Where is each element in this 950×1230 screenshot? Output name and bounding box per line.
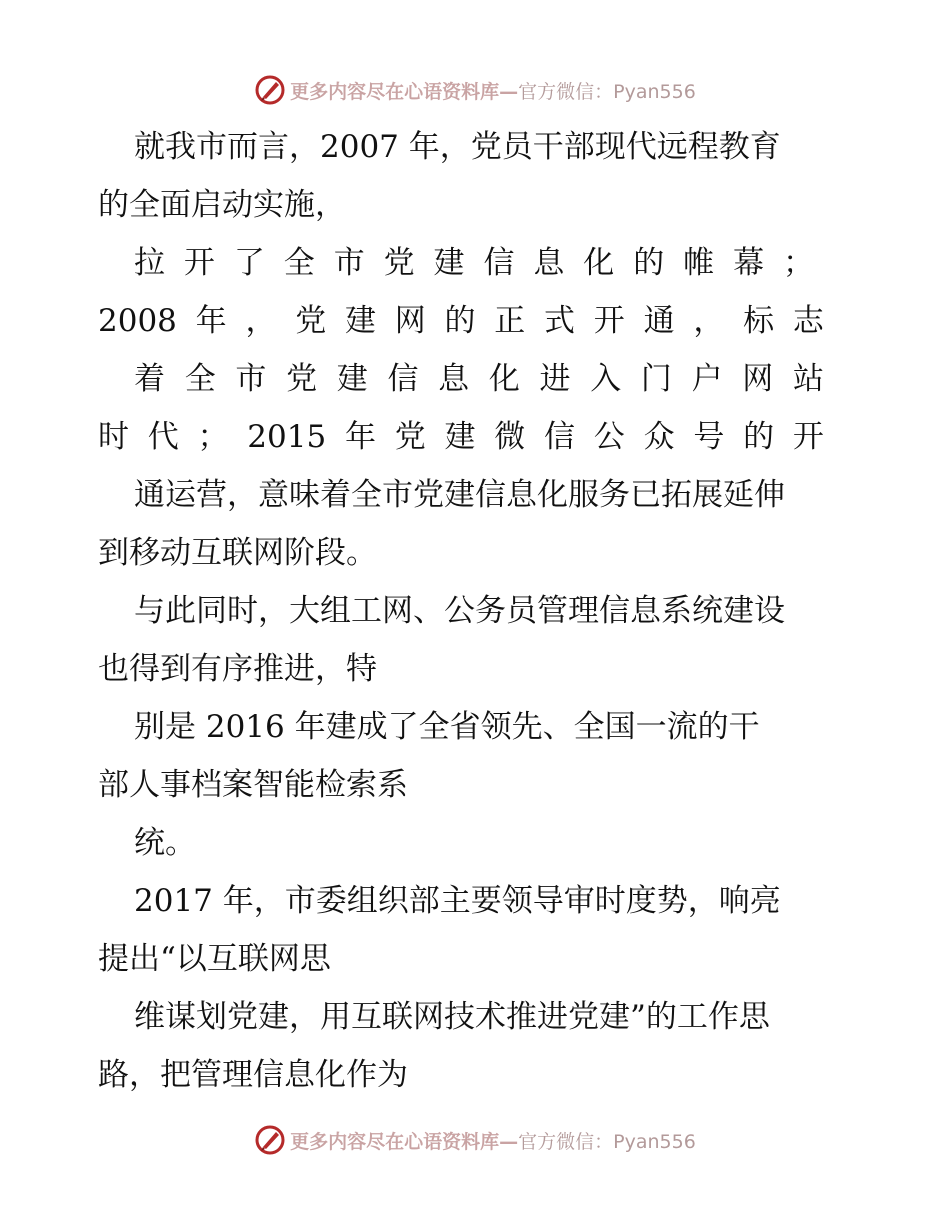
text-line-11: 别是 2016 年建成了全省领先、全国一流的干 xyxy=(134,709,760,745)
header-banner xyxy=(0,72,950,108)
pen-logo-icon xyxy=(254,74,286,106)
text-line-4: 2008 年 ， 党 建 网 的 正 式 开 通 ， 标 志 xyxy=(98,303,824,339)
text-line-12: 部人事档案智能检索系 xyxy=(98,767,408,803)
footer-banner xyxy=(0,1122,950,1158)
text-line-9: 与此同时，大组工网、公务员管理信息系统建设 xyxy=(134,593,785,629)
text-line-2: 的全面启动实施， xyxy=(98,187,346,223)
pen-logo-icon xyxy=(254,1124,286,1156)
header-wechat-contact: 官方微信：Pyan556 xyxy=(518,80,696,103)
text-line-15: 提出“以互联网思 xyxy=(98,941,331,977)
header-banner-text: 更多内容尽在心语资料库— xyxy=(290,80,519,103)
text-line-16: 维谋划党建，用互联网技术推进党建”的工作思 xyxy=(134,999,770,1035)
text-line-7: 通运营，意味着全市党建信息化服务已拓展延伸 xyxy=(134,477,785,513)
footer-banner-text: 更多内容尽在心语资料库— xyxy=(290,1130,519,1153)
text-line-5: 着 全 市 党 建 信 息 化 进 入 门 户 网 站 xyxy=(134,361,824,397)
text-line-6: 时 代 ； 2015 年 党 建 微 信 公 众 号 的 开 xyxy=(98,419,824,455)
text-line-17: 路，把管理信息化作为 xyxy=(98,1057,408,1093)
text-line-10: 也得到有序推进，特 xyxy=(98,651,377,687)
text-line-13: 统。 xyxy=(134,825,196,861)
text-line-14: 2017 年，市委组织部主要领导审时度势，响亮 xyxy=(134,883,781,919)
text-line-1: 就我市而言，2007 年，党员干部现代远程教育 xyxy=(134,129,781,165)
text-line-8: 到移动互联网阶段。 xyxy=(98,535,377,571)
text-line-3: 拉 开 了 全 市 党 建 信 息 化 的 帷 幕 ； xyxy=(134,245,814,281)
footer-wechat-contact: 官方微信：Pyan556 xyxy=(518,1130,696,1153)
